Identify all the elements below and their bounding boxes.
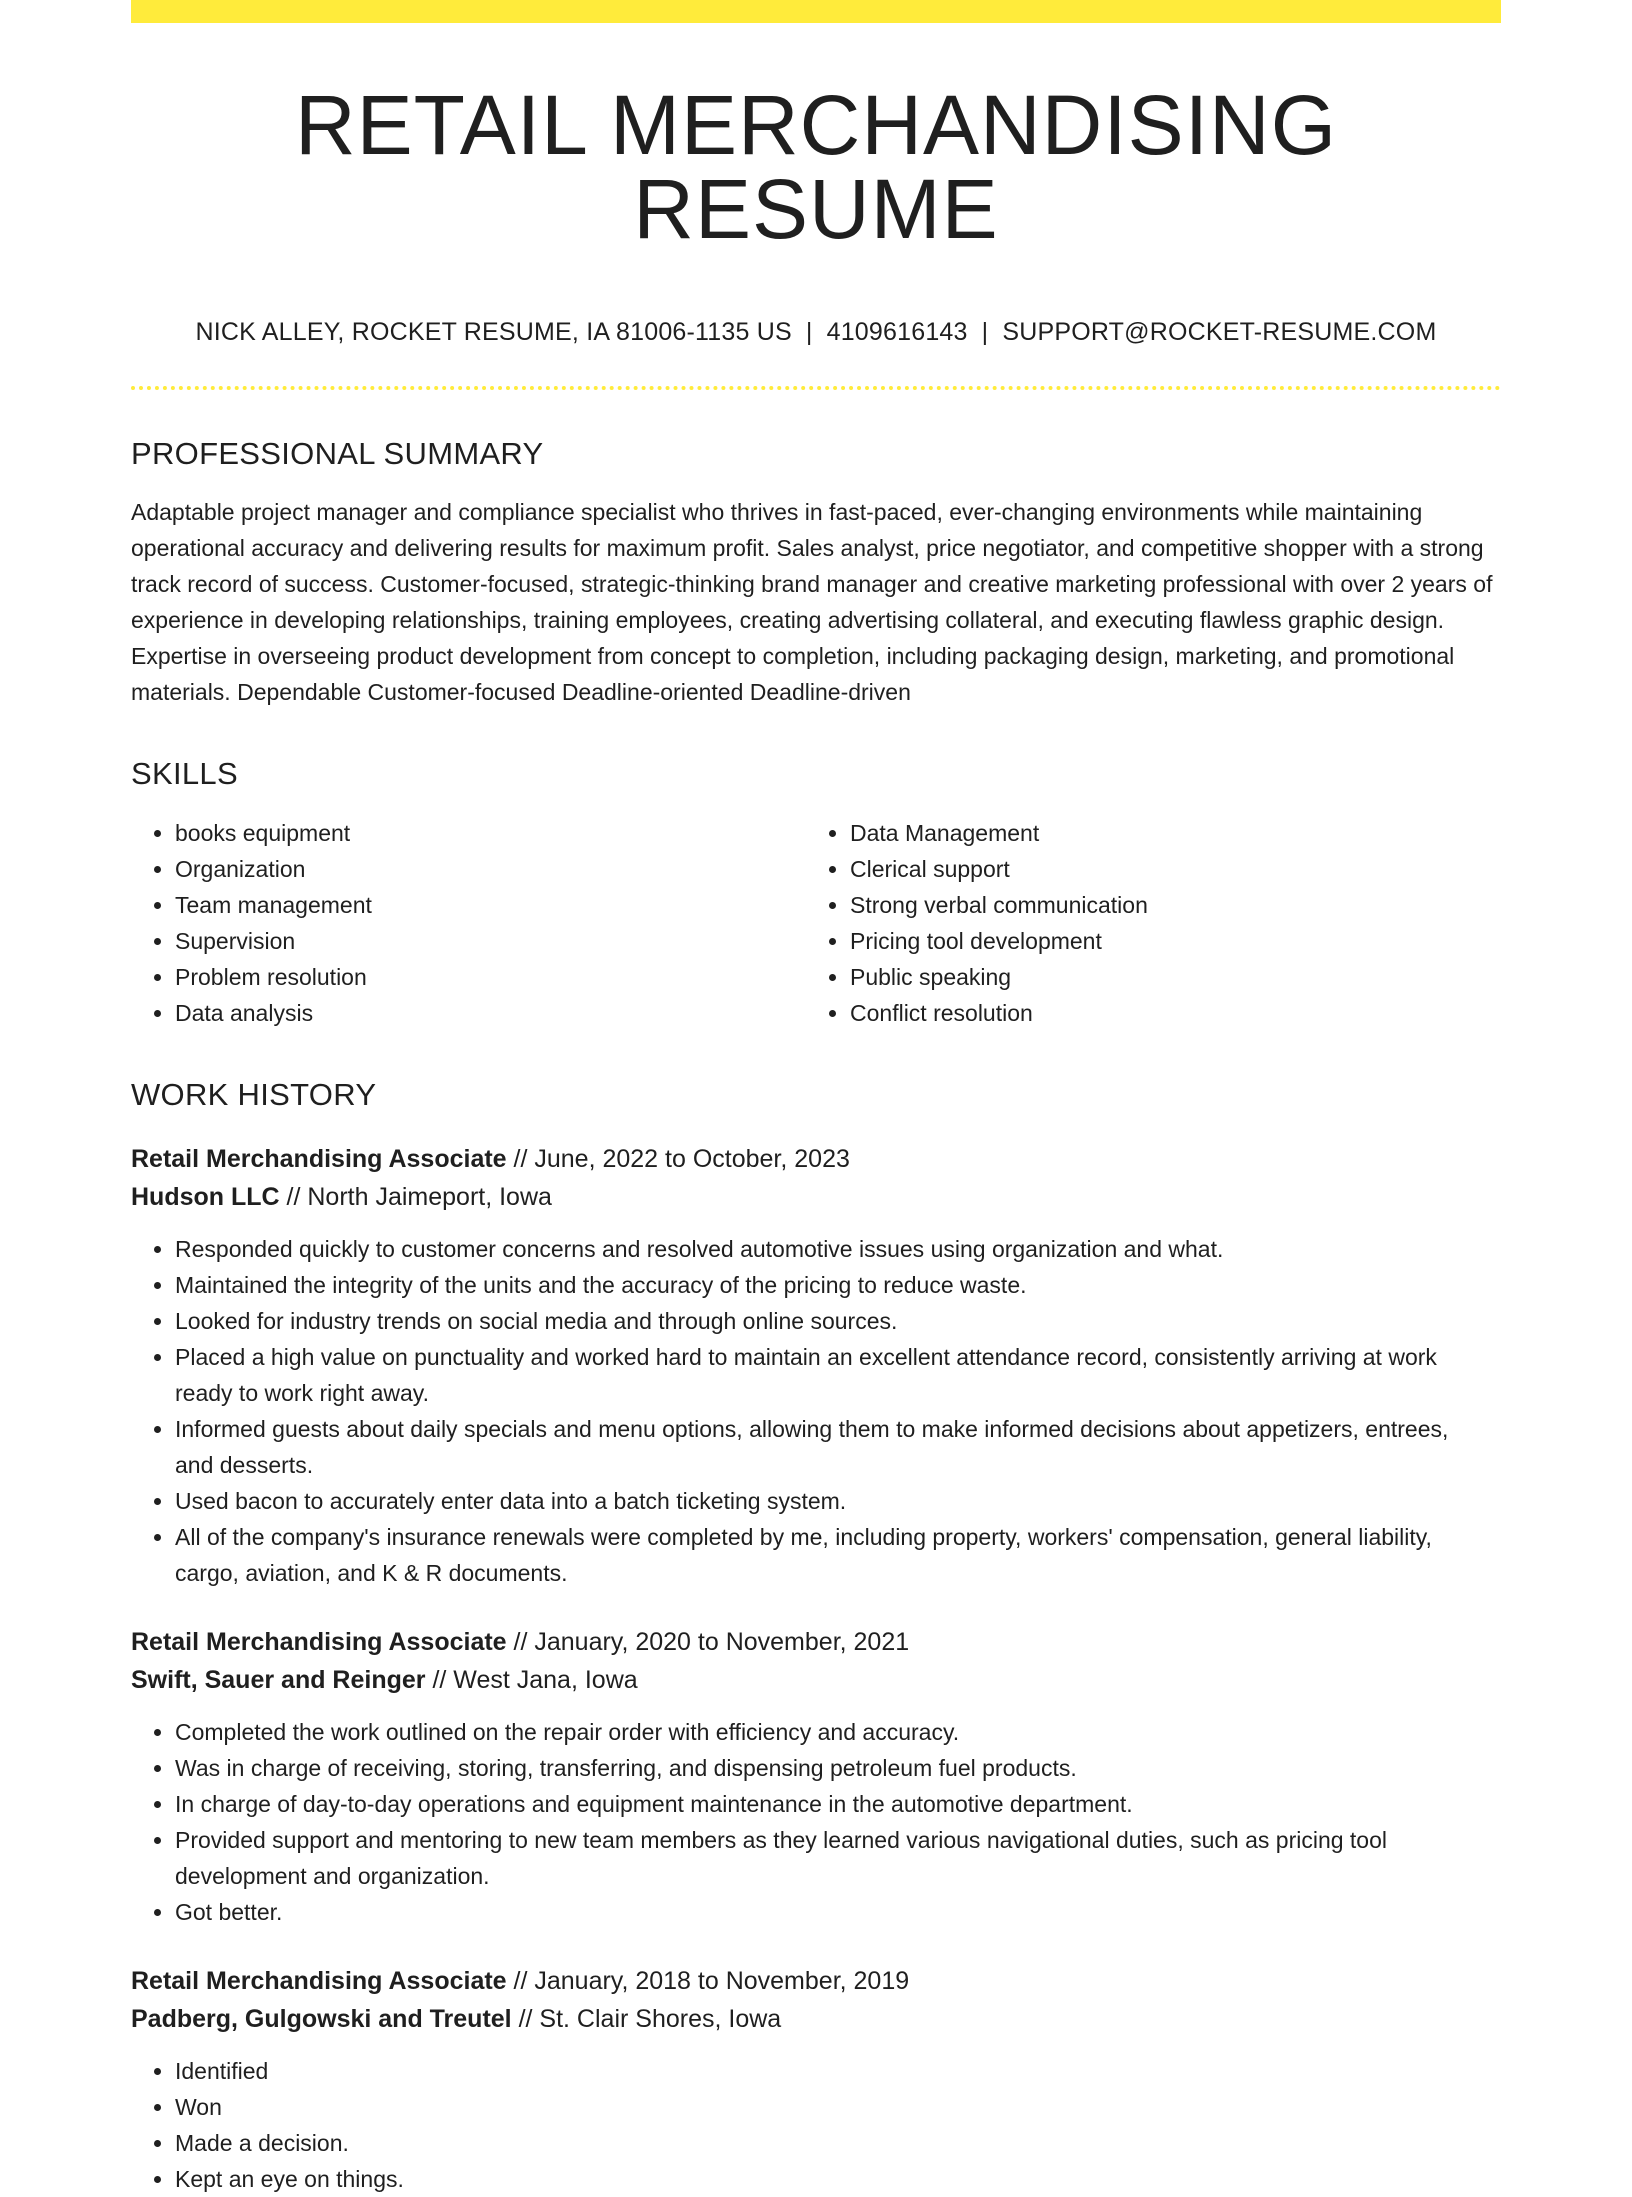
skill-item: • Pricing tool development xyxy=(850,923,1481,959)
job-location: // North Jaimeport, Iowa xyxy=(279,1183,552,1211)
job-title: Retail Merchandising Associate xyxy=(131,1145,507,1173)
job-title-line xyxy=(131,1140,1501,1178)
job-dates: // January, 2020 to November, 2021 xyxy=(506,1628,910,1656)
job-bullets xyxy=(131,2053,1501,2197)
job-bullet: • In charge of day-to-day operations and equipment maintenance in the automotive department. xyxy=(175,1786,1501,1822)
skills-grid xyxy=(131,815,1501,1031)
job-dates: // January, 2018 to November, 2019 xyxy=(506,1967,910,1995)
resume-page xyxy=(131,0,1501,2197)
job-bullet: • Maintained the integrity of the units and the accuracy of the pricing to reduce waste. xyxy=(175,1267,1501,1303)
job-dates: // June, 2022 to October, 2023 xyxy=(506,1145,850,1173)
job-company-line xyxy=(131,2000,1501,2038)
job-company-line xyxy=(131,1178,1501,1216)
job-bullet: • Looked for industry trends on social media and through online sources. xyxy=(175,1303,1501,1339)
job-entry xyxy=(131,1623,1501,1930)
skill-item: • Conflict resolution xyxy=(850,995,1481,1031)
job-location: // St. Clair Shores, Iowa xyxy=(511,2005,782,2033)
job-bullet: • Placed a high value on punctuality and worked hard to maintain an excellent attendance record, consistently arriving at work ready to work right away. xyxy=(175,1339,1501,1411)
job-title-line xyxy=(131,1623,1501,1661)
skills-heading: SKILLS xyxy=(131,756,238,791)
skill-item: • Data Management xyxy=(850,815,1481,851)
job-bullet: • Made a decision. xyxy=(175,2125,1501,2161)
summary-heading: PROFESSIONAL SUMMARY xyxy=(131,436,544,471)
skill-item: • Team management xyxy=(175,887,806,923)
job-entry xyxy=(131,1962,1501,2197)
job-bullet: • Was in charge of receiving, storing, transferring, and dispensing petroleum fuel products. xyxy=(175,1750,1501,1786)
job-bullet: • Responded quickly to customer concerns and resolved automotive issues using organization and what. xyxy=(175,1231,1501,1267)
job-bullet: • Identified xyxy=(175,2053,1501,2089)
skill-item: • Public speaking xyxy=(850,959,1481,995)
work-history-heading: WORK HISTORY xyxy=(131,1077,377,1112)
job-bullet: • Kept an eye on things. xyxy=(175,2161,1501,2197)
job-company: Swift, Sauer and Reinger xyxy=(131,1666,426,1694)
skill-item: • Data analysis xyxy=(175,995,806,1031)
job-bullet: • All of the company's insurance renewals were completed by me, including property, workers' compensation, general liability, cargo, aviation, and K & R documents. xyxy=(175,1519,1501,1591)
dotted-divider xyxy=(131,386,1501,390)
skills-right-list xyxy=(806,815,1481,1031)
contact-line xyxy=(131,318,1501,347)
resume-title: RETAIL MERCHANDISING RESUME xyxy=(294,78,1338,256)
job-entry xyxy=(131,1140,1501,1591)
skills-left-list xyxy=(131,815,806,1031)
skill-item: • Clerical support xyxy=(850,851,1481,887)
job-title: Retail Merchandising Associate xyxy=(131,1628,507,1656)
skill-item: • Strong verbal communication xyxy=(850,887,1481,923)
job-company: Hudson LLC xyxy=(131,1183,280,1211)
job-company-line xyxy=(131,1661,1501,1699)
job-company: Padberg, Gulgowski and Treutel xyxy=(131,2005,512,2033)
contact-phone: 4109616143 xyxy=(826,318,968,346)
job-bullet: • Provided support and mentoring to new team members as they learned various navigational duties, such as pricing tool development and organization. xyxy=(175,1822,1501,1894)
skill-item: • Organization xyxy=(175,851,806,887)
job-bullet: • Completed the work outlined on the repair order with efficiency and accuracy. xyxy=(175,1714,1501,1750)
skill-item: • Problem resolution xyxy=(175,959,806,995)
job-bullets xyxy=(131,1231,1501,1591)
job-title: Retail Merchandising Associate xyxy=(131,1967,507,1995)
job-title-line xyxy=(131,1962,1501,2000)
job-bullet: • Got better. xyxy=(175,1894,1501,1930)
job-bullets xyxy=(131,1714,1501,1930)
job-bullet: • Used bacon to accurately enter data into a batch ticketing system. xyxy=(175,1483,1501,1519)
contact-separator: | xyxy=(981,318,989,346)
job-bullet: • Won xyxy=(175,2089,1501,2125)
contact-separator: | xyxy=(805,318,813,346)
skill-item: • books equipment xyxy=(175,815,806,851)
summary-text: Adaptable project manager and compliance specialist who thrives in fast-paced, ever-changing environments while maintaining operational accuracy and delivering results for maximum profit. Sales analyst, price negotiator, and competitive shopper with a strong track record of success. Customer-focused, strategic-thinking brand manager and creative marketing professional with over 2 years of experience in developing relationships, training employees, creating advertising collateral, and executing flawless graphic design. Expertise in overseeing product development from concept to completion, including packaging design, marketing, and promotional materials. Dependable Customer-focused Deadline-oriented Deadline-driven xyxy=(131,499,1493,705)
contact-email: SUPPORT@ROCKET-RESUME.COM xyxy=(1002,318,1437,346)
contact-address: NICK ALLEY, ROCKET RESUME, IA 81006-1135 US xyxy=(195,318,792,346)
top-accent-bar xyxy=(131,0,1501,23)
job-bullet: • Informed guests about daily specials and menu options, allowing them to make informed decisions about appetizers, entrees, and desserts. xyxy=(175,1411,1501,1483)
job-location: // West Jana, Iowa xyxy=(425,1666,638,1694)
skill-item: • Supervision xyxy=(175,923,806,959)
